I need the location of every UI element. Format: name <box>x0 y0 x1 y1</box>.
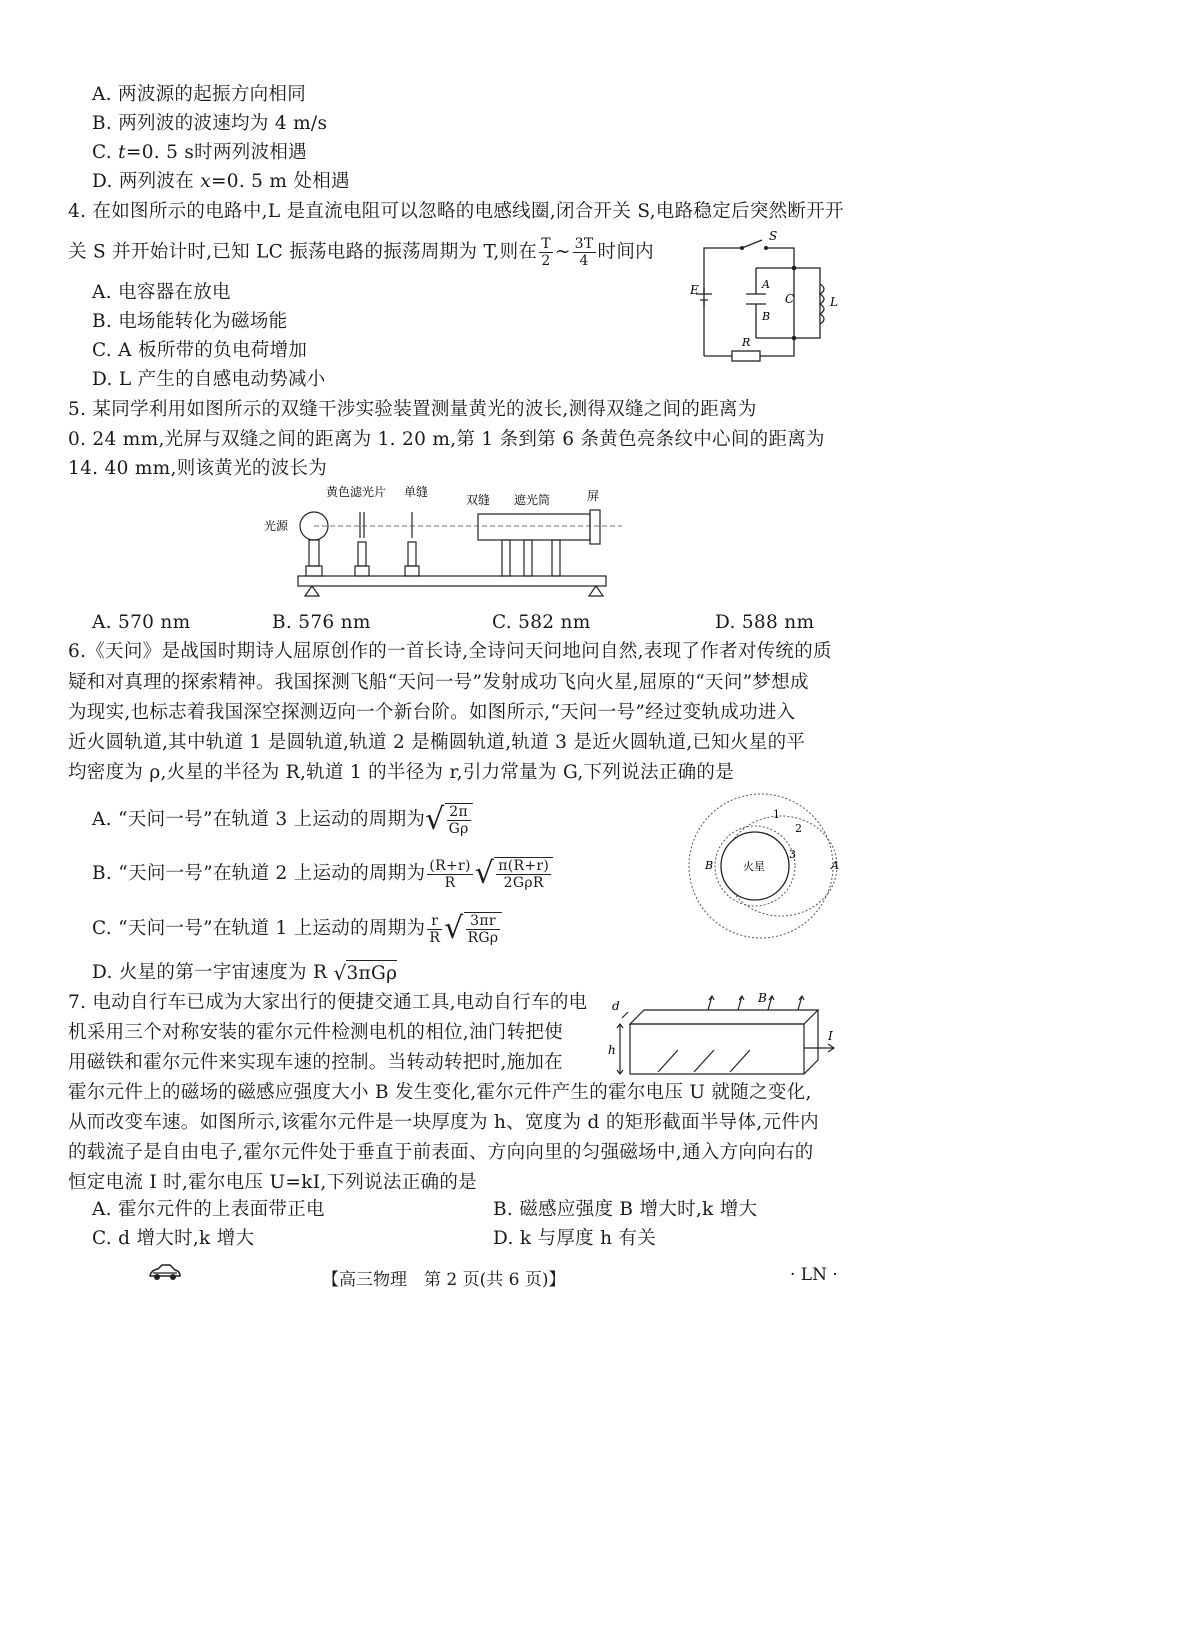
hall-element-diagram <box>608 988 848 1088</box>
q5-option-d: D. 588 nm <box>715 612 815 633</box>
label-field-b: B <box>758 991 767 1005</box>
fig-label-b: B <box>762 310 771 323</box>
q4-option-d: D. L 产生的自感电动势减小 <box>92 369 326 390</box>
q6-option-b: B. “天问一号”在轨道 2 上运动的周期为 $\frac{(R+r)}{R}$ √ $\frac{\pi(R+r)}{\text{2GρR}}$ <box>92 857 553 891</box>
q6-option-c: C. “天问一号”在轨道 1 上运动的周期为 $\frac{r}{R}$ √ $\frac{3\pi r}{\text{RGρ}}$ <box>92 912 502 946</box>
q7-stem-line5: 从而改变车速。如图所示,该霍尔元件是一块厚度为 h、宽度为 d 的矩形截面半导体,元件内 <box>68 1112 819 1133</box>
q4-option-b: B. 电场能转化为磁场能 <box>92 311 288 332</box>
q6-option-a: A. “天问一号”在轨道 3 上运动的周期为√ $\frac{2\pi}{G\rho}$ <box>92 803 473 837</box>
q5-option-a: A. 570 nm <box>92 612 191 633</box>
junction-top <box>792 266 797 271</box>
label-current-i: I <box>828 1029 833 1043</box>
junction-bottom <box>792 336 797 341</box>
q3-option-a: A. 两波源的起振方向相同 <box>92 84 307 105</box>
label-height-h: h <box>608 1043 616 1057</box>
q5-option-b: B. 576 nm <box>272 612 371 633</box>
label-orbit-1: 1 <box>773 808 780 821</box>
q7-stem-line3: 用磁铁和霍尔元件来实现车速的控制。当转动转把时,施加在 <box>68 1052 563 1073</box>
q5-stem-line2: 0. 24 mm,光屏与双缝之间的距离为 1. 20 m,第 1 条到第 6 条黄色亮条纹中心间的距离为 <box>68 429 825 450</box>
q4-stem-line1: 4. 在如图所示的电路中,L 是直流电阻可以忽略的电感线圈,闭合开关 S,电路稳定后突然断开开 <box>68 201 844 222</box>
label-shade-tube: 遮光筒 <box>514 493 551 507</box>
label-orbit-2: 2 <box>795 822 802 835</box>
switch-contact-right <box>764 246 768 250</box>
q7-option-a: A. 霍尔元件的上表面带正电 <box>92 1199 325 1220</box>
q3-option-b: B. 两列波的波速均为 4 m/s <box>92 113 328 134</box>
fig-label-s: S <box>769 229 778 243</box>
fig-label-r: R <box>742 336 751 349</box>
mars-orbit-diagram <box>685 792 845 942</box>
q3-option-c: C. t=0. 5 s时两列波相遇 <box>92 142 307 163</box>
q6-option-d: D. 火星的第一宇宙速度为 R √3πGρ <box>92 961 398 985</box>
q5-option-c: C. 582 nm <box>492 612 591 633</box>
label-width-d: d <box>612 999 620 1013</box>
page-footer-code: · LN · <box>790 1265 838 1285</box>
label-point-a: A <box>831 859 839 872</box>
label-double-slit: 双缝 <box>466 493 491 507</box>
q4-option-c: C. A 板所带的负电荷增加 <box>92 340 308 361</box>
car-logo-icon <box>148 1262 182 1282</box>
label-screen: 屏 <box>587 489 600 503</box>
q7-stem-line6: 的载流子是自由电子,霍尔元件处于垂直于前表面、方向向里的匀强磁场中,通入方向向右的 <box>68 1142 814 1163</box>
q7-option-b: B. 磁感应强度 B 增大时,k 增大 <box>493 1199 758 1220</box>
q6-stem-line4: 近火圆轨道,其中轨道 1 是圆轨道,轨道 2 是椭圆轨道,轨道 3 是近火圆轨道,已知火星的平 <box>68 732 806 753</box>
label-yellow-filter: 黄色滤光片 <box>326 485 387 499</box>
page-footer-title: 【高三物理 第 2 页(共 6 页)】 <box>322 1270 566 1290</box>
label-single-slit: 单缝 <box>404 485 429 499</box>
q7-option-d: D. k 与厚度 h 有关 <box>493 1228 657 1249</box>
q4-stem-line2: 关 S 并开始计时,已知 LC 振荡电路的振荡周期为 T,则在 $\frac{T}{2}$ ~ $\frac{3T}{4}$ 时间内 <box>68 236 654 269</box>
q6-stem-line5: 均密度为 ρ,火星的半径为 R,轨道 1 的半径为 r,引力常量为 G,下列说法正确的是 <box>68 762 735 783</box>
label-light-source: 光源 <box>264 519 289 533</box>
q5-stem-line3: 14. 40 mm,则该黄光的波长为 <box>68 458 328 479</box>
q4-option-a: A. 电容器在放电 <box>92 282 231 303</box>
q3-option-d: D. 两列波在 x=0. 5 m 处相遇 <box>92 171 350 192</box>
label-point-b: B <box>705 859 714 872</box>
q5-stem-line1: 5. 某同学利用如图所示的双缝干涉实验装置测量黄光的波长,测得双缝之间的距离为 <box>68 399 757 420</box>
q6-stem-line2: 疑和对真理的探索精神。我国探测飞船“天问一号”发射成功飞向火星,屈原的“天问”梦想成 <box>68 672 809 693</box>
label-mars: 火星 <box>743 860 765 873</box>
q7-stem-line4: 霍尔元件上的磁场的磁感应强度大小 B 发生变化,霍尔元件产生的霍尔电压 U 就随之变化, <box>68 1082 812 1103</box>
fig-label-l: L <box>830 295 838 309</box>
fig-label-e: E <box>690 283 699 297</box>
q7-stem-line7: 恒定电流 I 时,霍尔电压 U=kI,下列说法正确的是 <box>68 1172 477 1193</box>
fig-label-a: A <box>762 278 770 291</box>
q7-option-c: C. d 增大时,k 增大 <box>92 1228 255 1249</box>
double-slit-apparatus-diagram <box>262 482 642 607</box>
q6-stem-line3: 为现实,也标志着我国深空探测迈向一个新台阶。如图所示,“天问一号”经过变轨成功进入 <box>68 702 796 723</box>
q6-stem-line1: 6.《天问》是战国时期诗人屈原创作的一首长诗,全诗问天问地问自然,表现了作者对传统的质 <box>68 641 832 662</box>
lc-circuit-diagram <box>690 228 840 368</box>
q7-stem-line2: 机采用三个对称安装的霍尔元件检测电机的相位,油门转把使 <box>68 1022 563 1043</box>
label-orbit-3: 3 <box>789 848 796 861</box>
fig-label-c: C <box>785 292 795 306</box>
q7-stem-line1: 7. 电动自行车已成为大家出行的便捷交通工具,电动自行车的电 <box>68 992 588 1013</box>
switch-contact-left <box>740 246 744 250</box>
